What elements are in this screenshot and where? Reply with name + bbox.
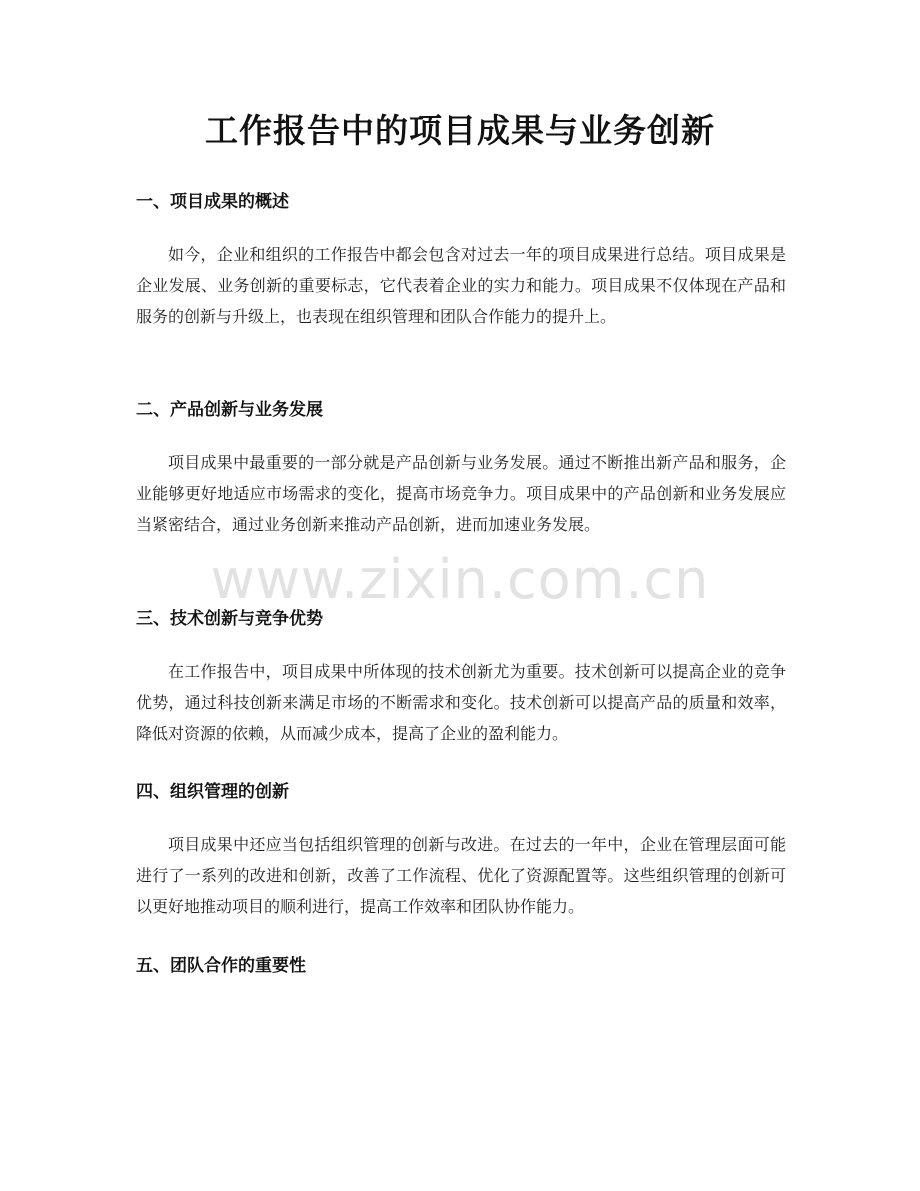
section-1 [136, 189, 786, 332]
section-paragraph: 在工作报告中，项目成果中所体现的技术创新尤为重要。技术创新可以提高企业的竞争优势，通过科技创新来满足市场的不断需求和变化。技术创新可以提高产品的质量和效率，降低对资源的依赖，从而减少成本，提高了企业的盈利能力。 [136, 662, 786, 743]
section-3 [136, 606, 786, 749]
section-4 [136, 779, 786, 922]
section-heading: 一、项目成果的概述 [136, 192, 289, 212]
section-paragraph: 项目成果中还应当包括组织管理的创新与改进。在过去的一年中，企业在管理层面可能进行了一系列的改进和创新，改善了工作流程、优化了资源配置等。这些组织管理的创新可以更好地推动项目的顺利进行，提高工作效率和团队协作能力。 [136, 835, 786, 916]
section-heading: 二、产品创新与业务发展 [136, 400, 323, 420]
section-paragraph: 项目成果中最重要的一部分就是产品创新与业务发展。通过不断推出新产品和服务，企业能够更好地适应市场需求的变化，提高市场竞争力。项目成果中的产品创新和业务发展应当紧密结合，通过业务创新来推动产品创新，进而加速业务发展。 [136, 453, 786, 534]
document-title: 工作报告中的项目成果与业务创新 [205, 111, 715, 150]
section-paragraph: 如今，企业和组织的工作报告中都会包含对过去一年的项目成果进行总结。项目成果是企业发展、业务创新的重要标志，它代表着企业的实力和能力。项目成果不仅体现在产品和服务的创新与升级上，也表现在组织管理和团队合作能力的提升上。 [136, 245, 786, 326]
section-2 [136, 397, 786, 540]
section-heading: 四、组织管理的创新 [136, 782, 289, 802]
section-heading: 三、技术创新与竞争优势 [136, 609, 323, 629]
section-heading: 五、团队合作的重要性 [136, 956, 306, 976]
watermark: www.zixin.com.cn [210, 548, 710, 611]
section-5 [136, 953, 786, 979]
